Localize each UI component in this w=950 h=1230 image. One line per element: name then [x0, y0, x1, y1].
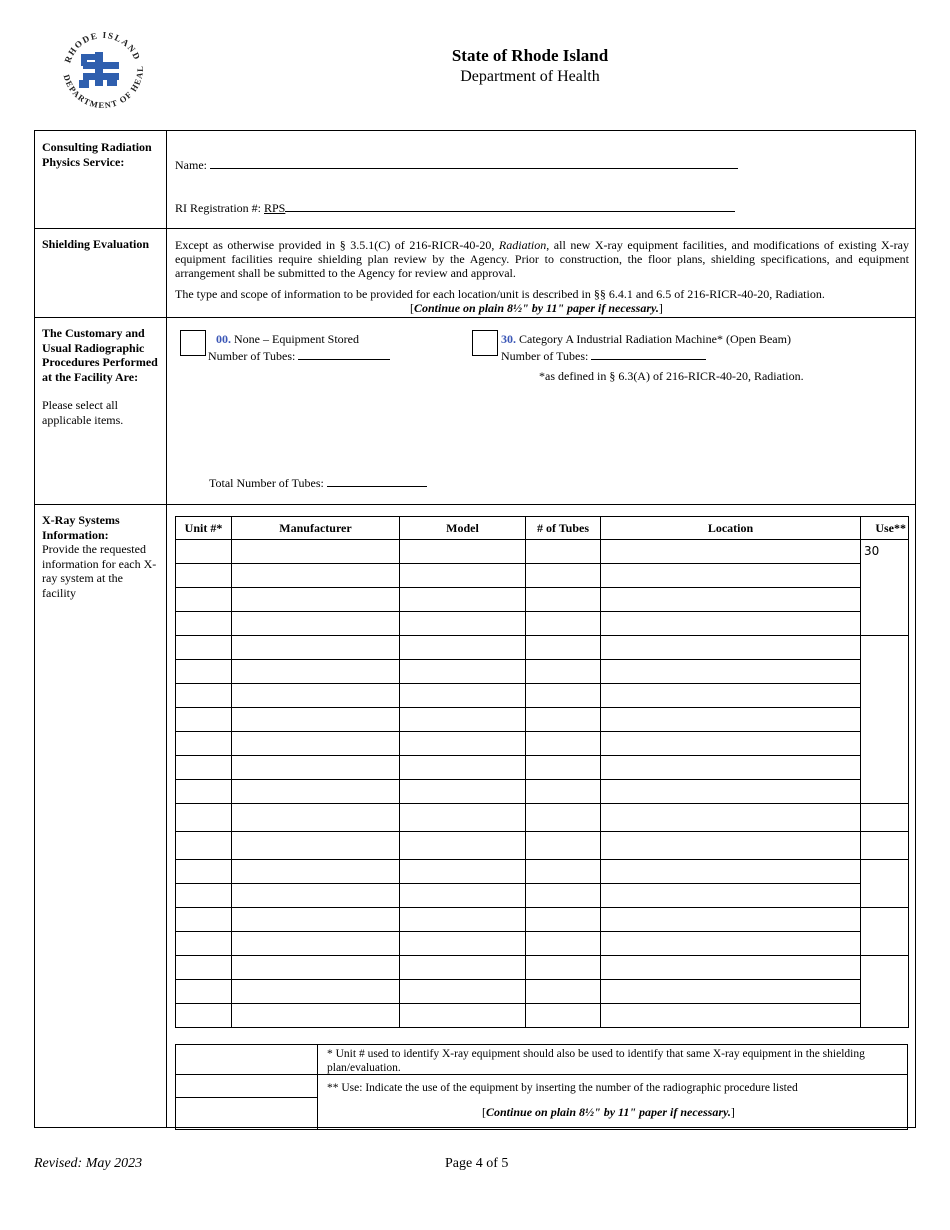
location-cell[interactable] — [601, 932, 861, 956]
use-cell[interactable] — [861, 860, 909, 908]
model-cell[interactable] — [400, 756, 526, 780]
name-field[interactable]: Name: — [175, 156, 738, 173]
table-row — [176, 564, 909, 588]
tubes-cell[interactable] — [526, 980, 601, 1004]
tubes-cell[interactable] — [526, 732, 601, 756]
xray-label: X-Ray Systems Information: Provide the requested information for each X-ray system at the facility — [35, 504, 167, 1127]
tubes-cell[interactable] — [526, 780, 601, 804]
service-row — [35, 131, 915, 229]
procedure-00-checkbox[interactable] — [180, 330, 206, 356]
table-row — [176, 956, 909, 980]
procedure-30-tubes-field[interactable]: Number of Tubes: — [501, 347, 706, 364]
model-cell[interactable] — [400, 564, 526, 588]
total-tubes-field[interactable]: Total Number of Tubes: — [209, 474, 427, 491]
table-row — [176, 588, 909, 612]
table-row — [176, 832, 909, 860]
unit-cell[interactable] — [176, 780, 232, 804]
model-cell[interactable] — [400, 980, 526, 1004]
manufacturer-cell[interactable] — [232, 660, 400, 684]
model-cell[interactable] — [400, 684, 526, 708]
table-row — [176, 732, 909, 756]
location-cell[interactable] — [601, 684, 861, 708]
total-tubes-input[interactable] — [327, 474, 427, 487]
procedure-footnote: *as defined in § 6.3(A) of 216-RICR-40-20, Radiation. — [539, 369, 804, 383]
manufacturer-cell[interactable] — [232, 588, 400, 612]
manufacturer-cell[interactable] — [232, 832, 400, 860]
location-cell[interactable] — [601, 756, 861, 780]
location-cell[interactable] — [601, 780, 861, 804]
table-row — [176, 540, 909, 564]
manufacturer-cell[interactable] — [232, 804, 400, 832]
use-note: ** Use: Indicate the use of the equipment by inserting the number of the radiographic procedure listed — [327, 1082, 798, 1094]
unit-cell[interactable] — [176, 540, 232, 564]
unit-cell[interactable] — [176, 612, 232, 636]
location-cell[interactable] — [601, 564, 861, 588]
tubes-cell[interactable] — [526, 860, 601, 884]
procedure-00-tubes-field[interactable]: Number of Tubes: — [208, 347, 390, 364]
location-cell[interactable] — [601, 588, 861, 612]
manufacturer-cell[interactable] — [232, 860, 400, 884]
model-cell[interactable] — [400, 612, 526, 636]
registration-field[interactable]: RI Registration #: RPS — [175, 199, 735, 216]
page-number: Page 4 of 5 — [445, 1156, 509, 1171]
manufacturer-cell[interactable] — [232, 636, 400, 660]
model-cell[interactable] — [400, 832, 526, 860]
unit-cell[interactable] — [176, 980, 232, 1004]
xray-systems-table — [175, 516, 909, 1028]
department-title: Department of Health — [460, 68, 600, 85]
model-cell[interactable] — [400, 540, 526, 564]
tubes-cell[interactable] — [526, 956, 601, 980]
manufacturer-cell[interactable] — [232, 732, 400, 756]
shielding-paragraph: Except as otherwise provided in § 3.5.1(C) of 216-RICR-40-20, Radiation, all new X-ray equipment facilities, and modifications of existing X-ray equipment facilities require shielding plan review by the Agency. Prior to construction, the floor plans, shielding specifications, and equipment arrangement shall be submitted to the Agency for review and approval. — [175, 238, 909, 280]
location-cell[interactable] — [601, 884, 861, 908]
manufacturer-cell[interactable] — [232, 780, 400, 804]
tubes-cell[interactable] — [526, 684, 601, 708]
registration-input[interactable] — [285, 199, 735, 212]
model-cell[interactable] — [400, 780, 526, 804]
shielding-scope-text: The type and scope of information to be provided for each location/unit is described in §§ 6.4.1 and 6.5 of 216-RICR-40-20, Radiation. — [175, 287, 825, 301]
use-cell[interactable] — [861, 908, 909, 956]
procedures-row — [35, 317, 915, 505]
shielding-row — [35, 228, 915, 318]
revised-date: Revised: May 2023 — [34, 1156, 143, 1171]
procedures-label: The Customary and Usual Radiographic Procedures Performed at the Facility Are: Please select all applicable items. — [35, 317, 167, 504]
use-cell[interactable]: 30 — [861, 540, 909, 636]
svg-text:RHODE ISLAND: RHODE ISLAND — [62, 29, 143, 65]
table-row — [176, 860, 909, 884]
location-cell[interactable] — [601, 540, 861, 564]
unit-cell[interactable] — [176, 884, 232, 908]
unit-cell[interactable] — [176, 956, 232, 980]
table-row — [176, 636, 909, 660]
tubes-cell[interactable] — [526, 804, 601, 832]
location-cell[interactable] — [601, 980, 861, 1004]
manufacturer-cell[interactable] — [232, 540, 400, 564]
table-row — [176, 908, 909, 932]
xray-row — [35, 504, 915, 1127]
manufacturer-cell[interactable] — [232, 980, 400, 1004]
model-cell[interactable] — [400, 732, 526, 756]
manufacturer-cell[interactable] — [232, 708, 400, 732]
tubes-cell[interactable] — [526, 564, 601, 588]
manufacturer-cell[interactable] — [232, 1004, 400, 1028]
col-model: Model — [400, 517, 526, 540]
unit-cell[interactable] — [176, 932, 232, 956]
rhode-island-doh-logo — [55, 22, 151, 114]
col-tubes: # of Tubes — [526, 517, 601, 540]
model-cell[interactable] — [400, 588, 526, 612]
shielding-label: Shielding Evaluation — [35, 228, 167, 317]
manufacturer-cell[interactable] — [232, 884, 400, 908]
table-row — [176, 612, 909, 636]
location-cell[interactable] — [601, 832, 861, 860]
unit-cell[interactable] — [176, 684, 232, 708]
unit-cell[interactable] — [176, 1004, 232, 1028]
model-cell[interactable] — [400, 636, 526, 660]
table-row — [176, 660, 909, 684]
tubes-cell[interactable] — [526, 884, 601, 908]
state-title: State of Rhode Island — [451, 46, 609, 65]
unit-cell[interactable] — [176, 660, 232, 684]
table-row — [176, 756, 909, 780]
model-cell[interactable] — [400, 860, 526, 884]
procedure-00-label: 00. None – Equipment Stored — [216, 332, 359, 346]
use-cell[interactable] — [861, 956, 909, 1028]
table-row — [176, 708, 909, 732]
model-cell[interactable] — [400, 884, 526, 908]
unit-cell[interactable] — [176, 756, 232, 780]
tubes-cell[interactable] — [526, 908, 601, 932]
location-cell[interactable] — [601, 612, 861, 636]
model-cell[interactable] — [400, 956, 526, 980]
manufacturer-cell[interactable] — [232, 932, 400, 956]
tubes-cell[interactable] — [526, 588, 601, 612]
model-cell[interactable] — [400, 660, 526, 684]
unit-number-note: * Unit # used to identify X-ray equipment should also be used to identify that same X-ray equipment in the shielding plan/evaluation. — [327, 1048, 865, 1074]
table-header-row — [176, 517, 909, 540]
location-cell[interactable] — [601, 908, 861, 932]
unit-cell[interactable] — [176, 804, 232, 832]
unit-cell[interactable] — [176, 636, 232, 660]
tubes-cell[interactable] — [526, 832, 601, 860]
tubes-cell[interactable] — [526, 932, 601, 956]
model-cell[interactable] — [400, 932, 526, 956]
table-row — [176, 1004, 909, 1028]
table-row — [176, 932, 909, 956]
model-cell[interactable] — [400, 908, 526, 932]
name-input[interactable] — [210, 156, 738, 169]
table-row — [176, 884, 909, 908]
manufacturer-cell[interactable] — [232, 612, 400, 636]
procedure-00-tubes-input[interactable] — [298, 347, 390, 360]
use-cell[interactable] — [861, 636, 909, 804]
shielding-continue-note: [Continue on plain 8½" by 11" paper if necessary.] — [410, 301, 663, 315]
model-cell[interactable] — [400, 804, 526, 832]
unit-cell[interactable] — [176, 832, 232, 860]
unit-cell[interactable] — [176, 908, 232, 932]
manufacturer-cell[interactable] — [232, 756, 400, 780]
table-row — [176, 980, 909, 1004]
col-use: Use** — [861, 517, 909, 540]
unit-cell[interactable] — [176, 588, 232, 612]
location-cell[interactable] — [601, 804, 861, 832]
manufacturer-cell[interactable] — [232, 956, 400, 980]
rps-prefix: RPS — [264, 201, 286, 215]
tubes-cell[interactable] — [526, 756, 601, 780]
table-row — [176, 780, 909, 804]
location-cell[interactable] — [601, 956, 861, 980]
col-location: Location — [601, 517, 861, 540]
procedures-instruction: Please select all applicable items. — [42, 398, 124, 427]
procedure-30-tubes-input[interactable] — [591, 347, 706, 360]
unit-cell[interactable] — [176, 860, 232, 884]
location-cell[interactable] — [601, 860, 861, 884]
location-cell[interactable] — [601, 660, 861, 684]
notes-block — [175, 1044, 908, 1130]
form-table — [34, 130, 916, 1128]
procedure-30-label: 30. Category A Industrial Radiation Machine* (Open Beam) — [501, 332, 791, 346]
unit-cell[interactable] — [176, 732, 232, 756]
table-row — [176, 804, 909, 832]
tubes-cell[interactable] — [526, 612, 601, 636]
manufacturer-cell[interactable] — [232, 908, 400, 932]
procedure-30-checkbox[interactable] — [472, 330, 498, 356]
location-cell[interactable] — [601, 636, 861, 660]
tubes-cell[interactable] — [526, 1004, 601, 1028]
xray-continue-note: [Continue on plain 8½" by 11" paper if necessary.] — [482, 1105, 735, 1119]
svg-text:DEPARTMENT OF HEALTH: DEPARTMENT OF HEAL — [61, 65, 146, 111]
model-cell[interactable] — [400, 1004, 526, 1028]
unit-cell[interactable] — [176, 564, 232, 588]
manufacturer-cell[interactable] — [232, 564, 400, 588]
tubes-cell[interactable] — [526, 540, 601, 564]
use-cell[interactable] — [861, 804, 909, 832]
location-cell[interactable] — [601, 1004, 861, 1028]
tubes-cell[interactable] — [526, 660, 601, 684]
service-label: Consulting Radiation Physics Service: — [35, 131, 167, 228]
col-manufacturer: Manufacturer — [232, 517, 400, 540]
manufacturer-cell[interactable] — [232, 684, 400, 708]
table-row — [176, 684, 909, 708]
model-cell[interactable] — [400, 708, 526, 732]
col-unit: Unit #* — [176, 517, 232, 540]
tubes-cell[interactable] — [526, 636, 601, 660]
tubes-cell[interactable] — [526, 708, 601, 732]
unit-cell[interactable] — [176, 708, 232, 732]
location-cell[interactable] — [601, 708, 861, 732]
location-cell[interactable] — [601, 732, 861, 756]
use-cell[interactable] — [861, 832, 909, 860]
